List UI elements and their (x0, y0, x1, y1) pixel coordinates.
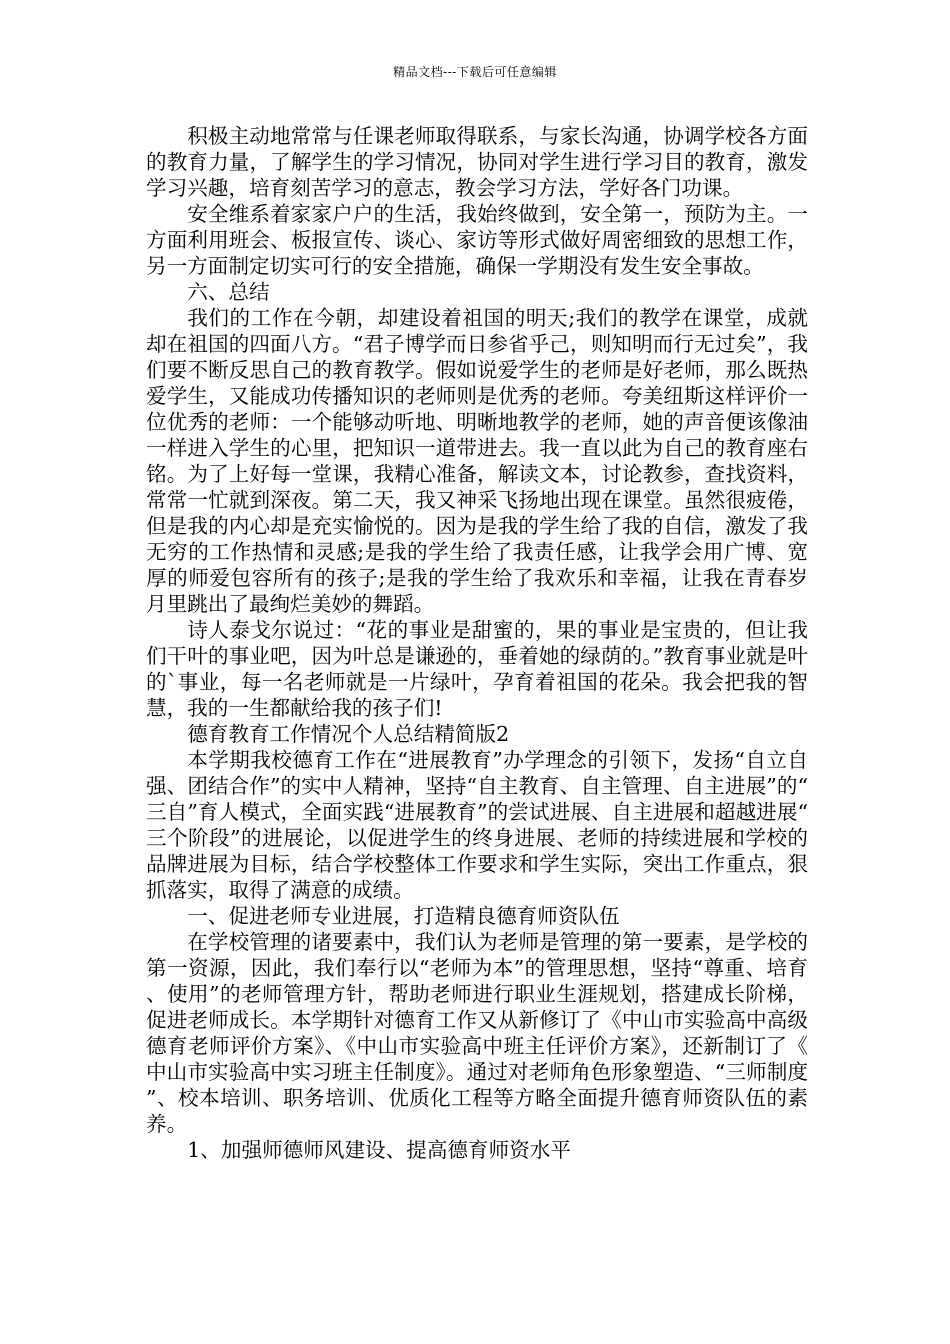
paragraph-summary: 我们的工作在今朝，却建设着祖国的明天;我们的教学在课堂，成就却在祖国的四面八方。“君子博学而日参省乎己，则知明而行无过矣”，我们要不断反思自己的教育教学。假如说爱学生的老师是好老师，那么既热爱学生，又能成功传播知识的老师则是优秀的老师。夸美纽斯这样评价一位优秀的老师：一个能够动听地、明晰地教学的老师，她的声音便该像油一样进入学生的心里，把知识一道带进去。我一直以此为自己的教育座右铭。为了上好每一堂课，我精心准备，解读文本，讨论教参，查找资料，常常一忙就到深夜。第二天，我又神采飞扬地出现在课堂。虽然很疲倦，但是我的内心却是充实愉悦的。因为是我的学生给了我的自信，激发了我无穷的工作热情和灵感;是我的学生给了我责任感，让我学会用广博、宽厚的师爱包容所有的孩子;是我的学生给了我欢乐和幸福，让我在青春岁月里跳出了最绚烂美妙的舞蹈。 (146, 306, 808, 616)
paragraph-contact-teachers: 积极主动地常常与任课老师取得联系，与家长沟通，协调学校各方面的教育力量，了解学生的学习情况，协同对学生进行学习目的教育，激发学习兴趣，培育刻苦学习的意志，教会学习方法，学好各门功课。 (146, 124, 808, 200)
paragraph-tagore: 诗人泰戈尔说过：“花的事业是甜蜜的，果的事业是宝贵的，但让我们干叶的事业吧，因为叶总是谦逊的，垂着她的绿荫的。”教育事业就是叶的`事业，每一名老师就是一片绿叶，孕育着祖国的花朵。我会把我的智慧，我的一生都献给我的孩子们! (146, 618, 808, 720)
paragraph-safety: 安全维系着家家户户的生活，我始终做到，安全第一，预防为主。一方面利用班会、板报宣传、谈心、家访等形式做好周密细致的思想工作，另一方面制定切实可行的安全措施，确保一学期没有发生安全事故。 (146, 202, 808, 278)
document-subtitle: 德育教育工作情况个人总结精简版2 (187, 722, 510, 746)
paragraph-teacher-management: 在学校管理的诸要素中，我们认为老师是管理的第一要素，是学校的第一资源，因此，我们奉行以“老师为本”的管理思想，坚持“尊重、培育、使用”的老师管理方针，帮助老师进行职业生涯规划，搭建成长阶梯，促进老师成长。本学期针对德育工作又从新修订了《中山市实验高中高级德育老师评价方案》、《中山市实验高中班主任评价方案》，还新制订了《中山市实验高中实习班主任制度》。通过对老师角色形象塑造、“三师制度”、校本培训、职务培训、优质化工程等方略全面提升德育师资队伍的素养。 (146, 930, 808, 1136)
paragraph-semester-overview: 本学期我校德育工作在“进展教育”办学理念的引领下，发扬“自立自强、团结合作”的实中人精神，坚持“自主教育、自主管理、自主进展”的“三自”育人模式，全面实践“进展教育”的尝试进展、自主进展和超越进展“三个阶段”的进展论，以促进学生的终身进展、老师的持续进展和学校的品牌进展为目标，结合学校整体工作要求和学生实际，突出工作重点，狠抓落实，取得了满意的成绩。 (146, 748, 808, 902)
document-body (146, 123, 808, 1163)
section-heading-summary: 六、总结 (187, 280, 270, 304)
page-header: 精品文档---下载后可任意编辑 (393, 65, 557, 79)
subsection-heading-ethics: 1、加强师德师风建设、提高德育师资水平 (187, 1138, 571, 1162)
section-heading-teacher-development: 一、促进老师专业进展，打造精良德育师资队伍 (187, 904, 620, 928)
